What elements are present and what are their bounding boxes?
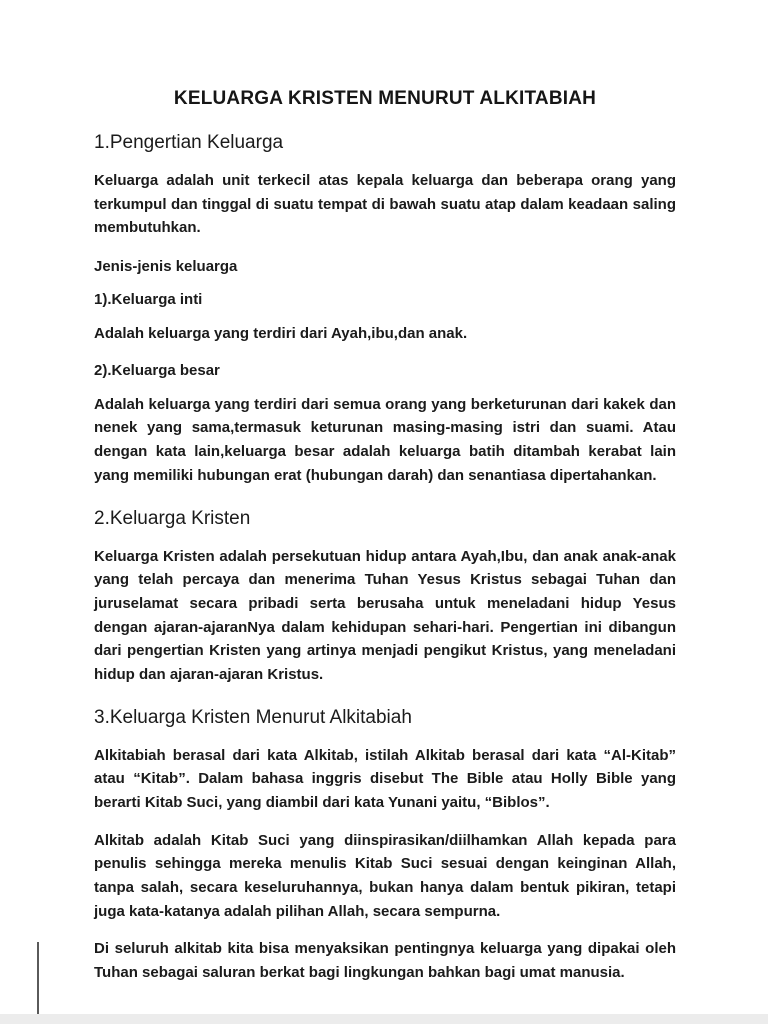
page-edge-artifact-line: [37, 942, 39, 1014]
subheading-jenis-jenis-keluarga: Jenis-jenis keluarga: [94, 258, 238, 276]
paragraph: Di seluruh alkitab kita bisa menyaksikan pentingnya keluarga yang dipakai oleh Tuhan sebagai saluran berkat bagi lingkungan bahkan bagi umat manusia.: [94, 940, 676, 982]
paragraph: Alkitab adalah Kitab Suci yang diinspirasikan/diilhamkan Allah kepada para penulis sehingga mereka menulis Kitab Suci sesuai dengan keinginan Allah, tanpa salah, secara keseluruhannya, bukan hanya dalam bentuk pikiran, tetapi juga kata-katanya adalah pilihan Allah, secara sempurna.: [94, 831, 676, 920]
section-heading-pengertian-keluarga: 1.Pengertian Keluarga: [94, 132, 284, 153]
page-edge-artifact-strip: [0, 1014, 768, 1024]
paragraph: Alkitabiah berasal dari kata Alkitab, istilah Alkitab berasal dari kata “Al-Kitab” atau “Kitab”. Dalam bahasa inggris disebut The Bible atau Holly Bible yang berarti Kitab Suci, yang diambil dari kata Yunani yaitu, “Biblos”.: [94, 746, 676, 811]
page-title: KELUARGA KRISTEN MENURUT ALKITABIAH: [173, 88, 597, 109]
section-heading-keluarga-kristen: 2.Keluarga Kristen: [94, 507, 251, 529]
list-item-keluarga-inti: 1).Keluarga inti: [94, 291, 203, 309]
paragraph: Keluarga Kristen adalah persekutuan hidup antara Ayah,Ibu, dan anak anak-anak yang telah percaya dan menerima Tuhan Yesus Kristus sebagai Tuhan dan juruselamat secara pribadi serta berusaha untuk meneladani hidup Yesus dengan ajaran-ajaranNya dalam kehidupan sehari-hari. Pengertian ini dibangun dari pengertian Kristen yang artinya menjadi pengikut Kristus, yang meneladani hidup dan ajaran-ajaran Kristus.: [94, 547, 676, 683]
section-heading-keluarga-kristen-menurut-alkitabiah: 3.Keluarga Kristen Menurut Alkitabiah: [94, 706, 412, 728]
paragraph: Adalah keluarga yang terdiri dari Ayah,ibu,dan anak.: [94, 325, 468, 343]
paragraph: Keluarga adalah unit terkecil atas kepala keluarga dan beberapa orang yang terkumpul dan tinggal di suatu tempat di bawah suatu atap dalam keadaan saling membutuhkan.: [94, 172, 676, 237]
list-item-keluarga-besar: 2).Keluarga besar: [94, 361, 220, 379]
paragraph: Adalah keluarga yang terdiri dari semua orang yang berketurunan dari kakek dan nenek yang sama,termasuk keturunan masing-masing istri dan suami. Atau dengan kata lain,keluarga besar adalah keluarga batih ditambah kerabat lain yang memiliki hubungan erat (hubungan darah) dan senantiasa dipertahankan.: [94, 395, 676, 484]
